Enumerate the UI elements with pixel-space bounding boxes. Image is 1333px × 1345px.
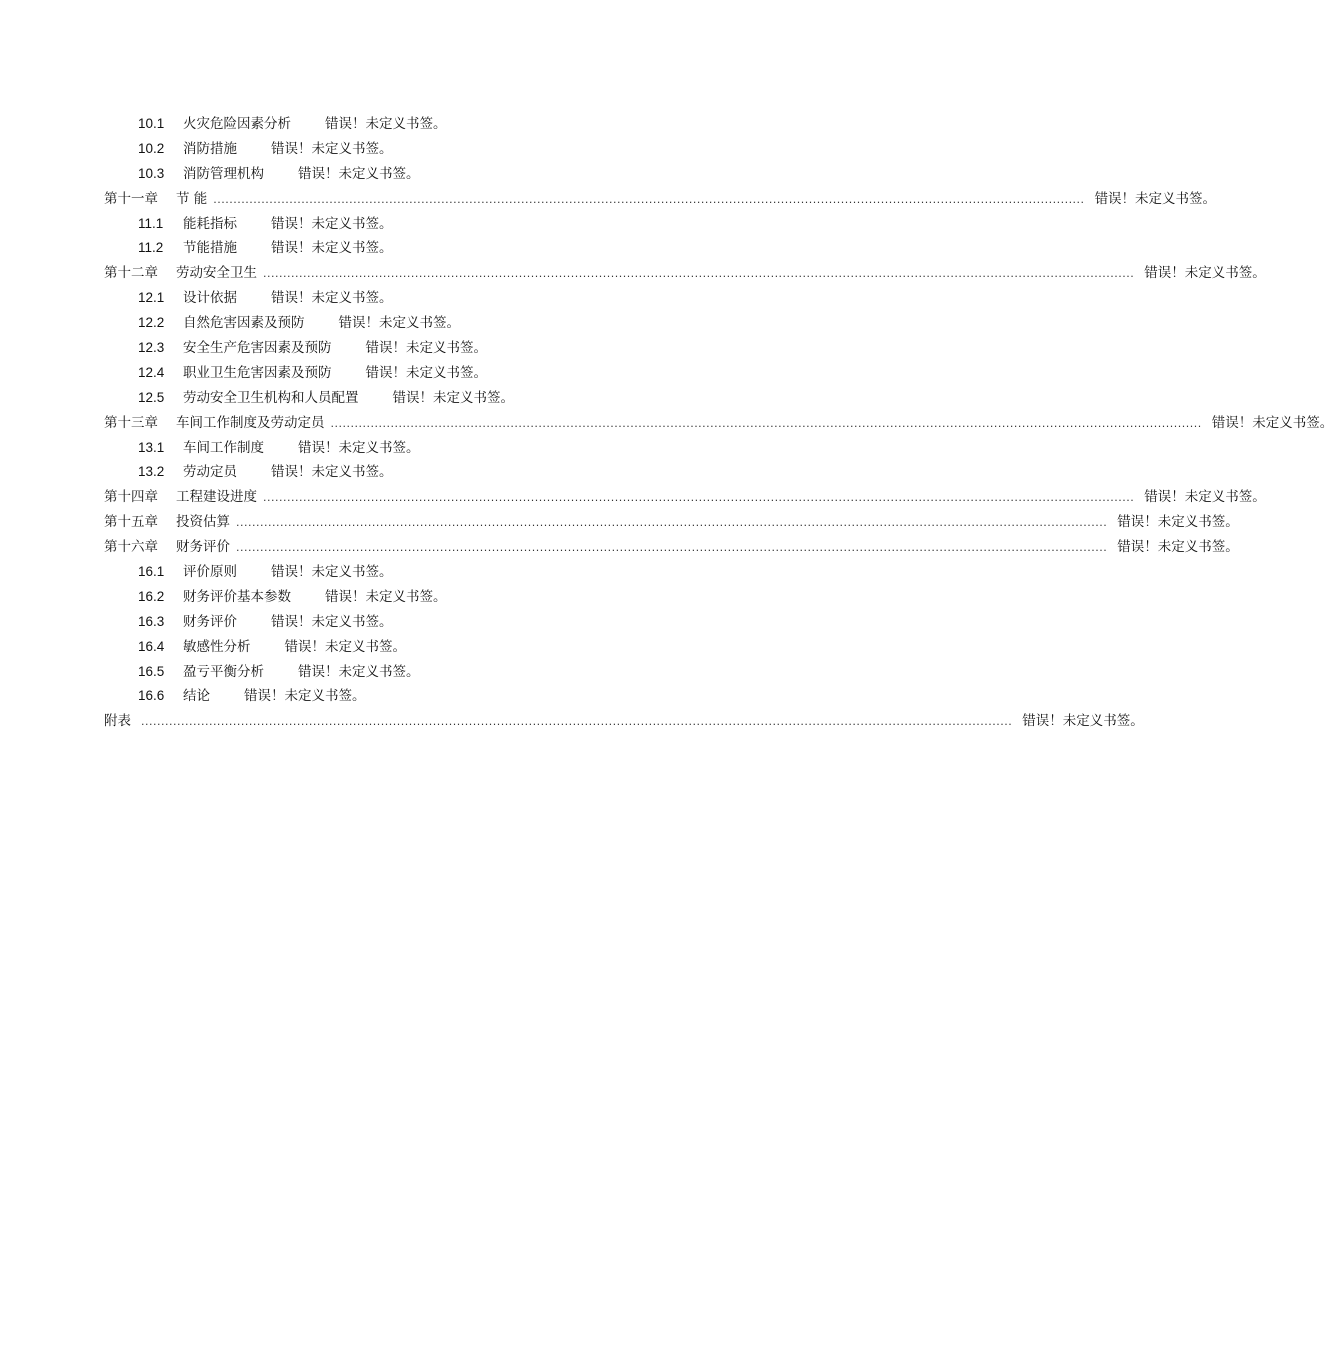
toc-section-number: 11.1 <box>138 215 164 231</box>
toc-subsection-entry[interactable] <box>104 660 826 685</box>
toc-chapter-title: 车间工作制度及劳动定员 <box>176 414 325 431</box>
toc-chapter-title: 投资估算 <box>176 514 230 531</box>
toc-page-reference: 错误！未定义书签。 <box>271 613 393 630</box>
toc-section-title: 劳动安全卫生机构和人员配置 <box>183 389 359 406</box>
toc-section-number: 16.6 <box>138 688 165 704</box>
toc-section-title: 能耗指标 <box>183 215 237 232</box>
toc-page-reference: 错误！未定义书签。 <box>271 564 393 581</box>
toc-subsection-entry[interactable] <box>104 560 826 585</box>
toc-page-reference: 错误！未定义书签。 <box>284 638 406 655</box>
toc-chapter-entry[interactable] <box>104 510 1239 535</box>
toc-subsection-entry[interactable] <box>104 112 826 137</box>
toc-section-number: 12.5 <box>138 389 165 405</box>
toc-section-number: 13.1 <box>138 439 165 455</box>
toc-chapter-entry[interactable] <box>104 411 1333 436</box>
toc-subsection-entry[interactable] <box>104 460 826 485</box>
toc-section-title: 财务评价 <box>183 613 237 630</box>
toc-section-number: 11.2 <box>138 240 164 256</box>
toc-subsection-entry[interactable] <box>104 635 826 660</box>
toc-dot-leader: .......................................................................................................................................................................................................................... <box>236 516 1108 530</box>
toc-section-number: 12.1 <box>138 290 165 306</box>
toc-section-number: 12.4 <box>138 364 165 380</box>
toc-chapter-title: 财务评价 <box>176 539 230 556</box>
toc-page-reference: 错误！未定义书签。 <box>365 340 487 357</box>
toc-section-title: 车间工作制度 <box>183 439 264 456</box>
toc-subsection-entry[interactable] <box>104 311 826 336</box>
toc-page-reference: 错误！未定义书签。 <box>338 315 460 332</box>
toc-chapter-title: 工程建设进度 <box>176 489 257 506</box>
toc-page-reference: 错误！未定义书签。 <box>1094 190 1217 207</box>
table-of-contents <box>104 112 1333 734</box>
toc-dot-leader: .......................................................................................................................................................................................................................... <box>330 416 1202 430</box>
toc-page-reference: 错误！未定义书签。 <box>298 663 420 680</box>
toc-dot-leader: .......................................................................................................................................................................................................................... <box>263 491 1135 505</box>
toc-appendix-entry[interactable] <box>104 709 1144 734</box>
toc-section-number: 16.3 <box>138 613 165 629</box>
toc-section-title: 自然危害因素及预防 <box>183 315 305 332</box>
toc-section-title: 火灾危险因素分析 <box>183 116 291 132</box>
toc-subsection-entry[interactable] <box>104 236 826 261</box>
toc-dot-leader: .......................................................................................................................................................................................................................... <box>263 267 1135 281</box>
toc-chapter-entry[interactable] <box>104 485 1266 510</box>
toc-page-reference: 错误！未定义书签。 <box>1022 713 1144 730</box>
toc-section-title: 安全生产危害因素及预防 <box>183 340 332 357</box>
toc-chapter-label: 第十四章 <box>104 489 158 506</box>
toc-chapter-title: 节 能 <box>176 190 208 207</box>
toc-section-number: 10.1 <box>138 116 165 131</box>
toc-section-title: 敏感性分析 <box>183 638 251 655</box>
toc-section-title: 职业卫生危害因素及预防 <box>183 364 332 381</box>
toc-page-reference: 错误！未定义书签。 <box>244 688 366 705</box>
toc-page-reference: 错误！未定义书签。 <box>392 389 514 406</box>
toc-chapter-label: 第十二章 <box>104 265 158 282</box>
toc-dot-leader: .......................................................................................................................................................................................................................... <box>213 192 1085 206</box>
toc-chapter-entry[interactable] <box>104 535 1239 560</box>
toc-chapter-label: 第十五章 <box>104 514 158 531</box>
toc-chapter-entry[interactable] <box>104 261 1266 286</box>
toc-chapter-label: 附表 <box>104 713 131 730</box>
toc-section-title: 劳动定员 <box>183 464 237 481</box>
toc-page-reference: 错误！未定义书签。 <box>325 116 447 132</box>
toc-page-reference: 错误！未定义书签。 <box>271 140 393 157</box>
toc-page-reference: 错误！未定义书签。 <box>271 215 393 232</box>
toc-section-number: 16.4 <box>138 638 165 654</box>
toc-dot-leader: .......................................................................................................................................................................................................................... <box>141 715 1013 729</box>
toc-page-reference: 错误！未定义书签。 <box>1144 265 1266 282</box>
toc-subsection-entry[interactable] <box>104 610 826 635</box>
toc-subsection-entry[interactable] <box>104 585 826 610</box>
toc-section-number: 10.3 <box>138 165 165 181</box>
toc-section-title: 设计依据 <box>183 290 237 307</box>
toc-section-title: 财务评价基本参数 <box>183 588 291 605</box>
toc-section-number: 12.2 <box>138 315 165 331</box>
toc-section-title: 节能措施 <box>183 240 237 257</box>
toc-page-reference: 错误！未定义书签。 <box>325 588 447 605</box>
toc-chapter-label: 第十三章 <box>104 414 158 431</box>
toc-section-number: 12.3 <box>138 340 165 356</box>
toc-subsection-entry[interactable] <box>104 137 826 162</box>
toc-page-reference: 错误！未定义书签。 <box>1117 514 1239 531</box>
toc-page-reference: 错误！未定义书签。 <box>1117 539 1239 556</box>
toc-section-title: 评价原则 <box>183 564 237 581</box>
toc-subsection-entry[interactable] <box>104 684 826 709</box>
toc-subsection-entry[interactable] <box>104 361 826 386</box>
toc-chapter-label: 第十六章 <box>104 539 158 556</box>
toc-section-number: 10.2 <box>138 140 165 156</box>
toc-chapter-title: 劳动安全卫生 <box>176 265 257 282</box>
toc-section-title: 盈亏平衡分析 <box>183 663 264 680</box>
toc-section-title: 消防措施 <box>183 140 237 157</box>
toc-chapter-label: 第十一章 <box>104 190 158 207</box>
toc-section-number: 13.2 <box>138 464 165 480</box>
toc-page-reference: 错误！未定义书签。 <box>1144 489 1266 506</box>
toc-dot-leader: .......................................................................................................................................................................................................................... <box>236 541 1108 555</box>
toc-page-reference: 错误！未定义书签。 <box>271 240 393 257</box>
toc-subsection-entry[interactable] <box>104 386 826 411</box>
toc-section-title: 结论 <box>183 688 210 705</box>
toc-page-reference: 错误！未定义书签。 <box>271 464 393 481</box>
toc-section-title: 消防管理机构 <box>183 165 264 182</box>
toc-section-number: 16.1 <box>138 564 165 580</box>
toc-page-reference: 错误！未定义书签。 <box>298 165 420 182</box>
toc-subsection-entry[interactable] <box>104 286 826 311</box>
toc-subsection-entry[interactable] <box>104 162 826 187</box>
toc-subsection-entry[interactable] <box>104 436 826 461</box>
toc-page-reference: 错误！未定义书签。 <box>271 290 393 307</box>
toc-chapter-entry[interactable] <box>104 187 1217 212</box>
toc-subsection-entry[interactable] <box>104 212 826 237</box>
toc-page-reference: 错误！未定义书签。 <box>298 439 420 456</box>
toc-page-reference: 错误！未定义书签。 <box>365 364 487 381</box>
toc-subsection-entry[interactable] <box>104 336 826 361</box>
toc-section-number: 16.5 <box>138 663 165 679</box>
toc-page-reference: 错误！未定义书签。 <box>1211 414 1333 431</box>
toc-section-number: 16.2 <box>138 588 165 604</box>
